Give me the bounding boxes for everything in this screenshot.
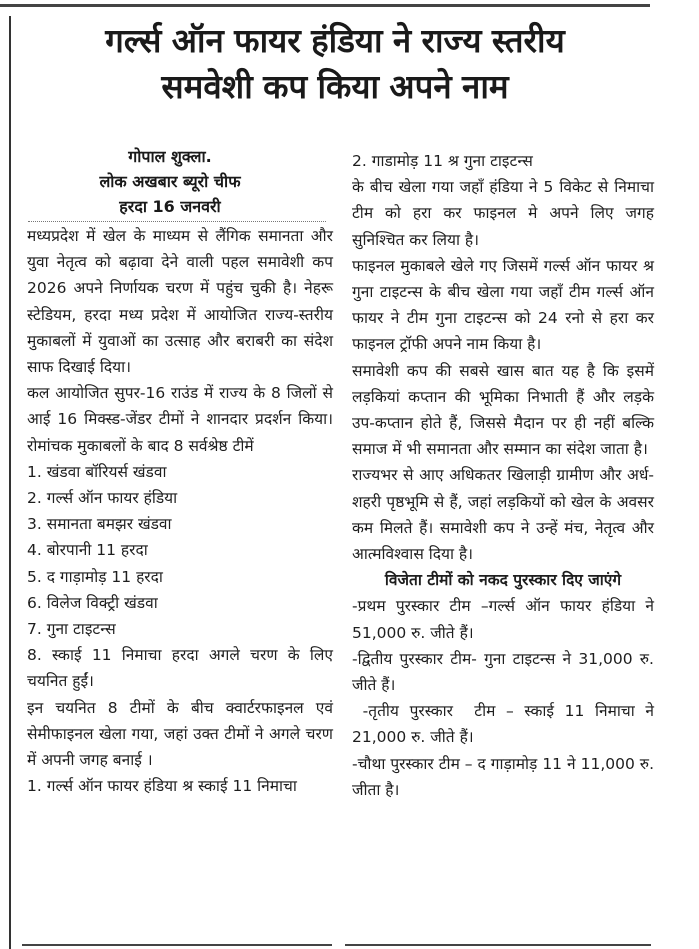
- team-item: 6. विलेज विक्ट्री खंडवा: [27, 593, 158, 612]
- right-bottom-rule: [345, 944, 651, 946]
- byline-divider: [28, 221, 326, 222]
- team-item-8: 8. स्काई 11 निमाचा हरदा अगले चरण के लिए चयनित हुईं।: [27, 646, 333, 691]
- prizes-heading: विजेता टीमों को नकद पुरस्कार दिए जाएंगे: [384, 571, 622, 590]
- top-rule: [0, 4, 650, 7]
- team-item: 4. बोरपानी 11 हरदा: [27, 541, 148, 560]
- byline: [20, 144, 320, 219]
- team-item: 1. खंडवा बॉरियर्स खंडवा: [27, 462, 167, 481]
- team-item: 7. गुना टाइटन्स: [27, 620, 116, 639]
- top-teams-list: [27, 459, 333, 642]
- team-item: 3. समानता बमझर खंडवा: [27, 515, 172, 534]
- knockout-paragraph: इन चयनित 8 टीमों के बीच क्वार्टरफाइनल एवं सेमीफाइनल खेला गया, जहां उक्त टीमों ने अगले चरण में अपनी जगह बनाई ।: [27, 698, 333, 770]
- prize-item: -चौथा पुरस्कार टीम – द गाड़ामोड़ 11 ने 11,000 रु. जीता है।: [352, 754, 654, 799]
- intro-paragraph: मध्यप्रदेश में खेल के माध्यम से लैंगिक समानता और युवा नेतृत्व को बढ़ावा देने वाली पहल समावेशी कप 2026 अपने निर्णायक चरण में पहुंच चुकी है। नेहरू स्टेडियम, हरदा मध्य प्रदेश में आयोजित राज्य-स्तरीय मुकाबलों में युवाओं का उत्साह और बराबरी का संदेश साफ दिखाई दिया।: [27, 227, 333, 377]
- left-bottom-rule: [22, 944, 332, 946]
- headline-line-2: समवेशी कप किया अपने नाम: [161, 67, 509, 106]
- headline: [20, 18, 650, 110]
- prize-item: -तृतीय पुरस्कार टीम – स्काई 11 निमाचा ने 21,000 रु. जीते हैं।: [352, 702, 659, 747]
- byline-author: गोपाल शुक्ला.: [128, 147, 212, 166]
- byline-role: लोक अखबार ब्यूरो चीफ: [99, 172, 241, 191]
- right-column: [352, 148, 659, 803]
- left-border-rule: [9, 16, 11, 949]
- prize-item: -प्रथम पुरस्कार टीम –गर्ल्स ऑन फायर हंडिया ने 51,000 रु. जीते हैं।: [352, 597, 654, 642]
- semifinal-2-body: के बीच खेला गया जहाँ हंडिया ने 5 विकेट से निमाचा टीम को हरा कर फाइनल मे अपने लिए जगह सुनिश्चित कर लिया है।: [352, 178, 654, 249]
- prize-item: -द्वितीय पुरस्कार टीम- गुना टाइटन्स ने 31,000 रु. जीते हैं।: [352, 649, 654, 695]
- headline-line-1: गर्ल्स ऑन फायर हंडिया ने राज्य स्तरीय: [105, 21, 565, 60]
- players-paragraph: राज्यभर से आए अधिकतर खिलाड़ी ग्रामीण और अर्ध-शहरी पृष्ठभूमि से हैं, जहां लड़कियों को खेल के अवसर कम मिलते हैं। समावेशी कप ने उन्हें मंच, नेतृत्व और आत्मविश्वास दिया है।: [352, 466, 654, 564]
- team-item: 5. द गाड़ामोड़ 11 हरदा: [27, 567, 163, 586]
- super16-paragraph: कल आयोजित सुपर-16 राउंड में राज्य के 8 जिलों से आई 16 मिक्स्ड-जेंडर टीमों ने शानदार प्रदर्शन किया। रोमांचक मुकाबलों के बाद 8 सर्वश्रेष्ठ टीमें: [27, 384, 333, 455]
- semifinal-2-title: 2. गाडामोड़ 11 श्र गुना टाइटन्स: [352, 152, 533, 170]
- semifinal-1: 1. गर्ल्स ऑन फायर हंडिया श्र स्काई 11 निमाचा: [27, 777, 297, 796]
- special-feature-paragraph: समावेशी कप की सबसे खास बात यह है कि इसमें लड़कियां कप्तान की भूमिका निभाती हैं और लड़के उप-कप्तान होते हैं, जिससे मैदान पर ही नहीं बल्कि समाज में भी समानता और सम्मान का संदेश जाता है।: [352, 361, 654, 459]
- team-item: 2. गर्ल्स ऑन फायर हंडिया: [27, 489, 178, 508]
- byline-dateline: हरदा 16 जनवरी: [119, 197, 221, 216]
- left-column: [27, 223, 333, 799]
- final-paragraph: फाइनल मुकाबले खेले गए जिसमें गर्ल्स ऑन फायर श्र गुना टाइटन्स के बीच खेला गया जहाँ टीम गर्ल्स ऑन फायर ने टीम गुना टाइटन्स को 24 रनो से हरा कर फाइनल ट्रॉफी अपने नाम किया है।: [352, 256, 654, 354]
